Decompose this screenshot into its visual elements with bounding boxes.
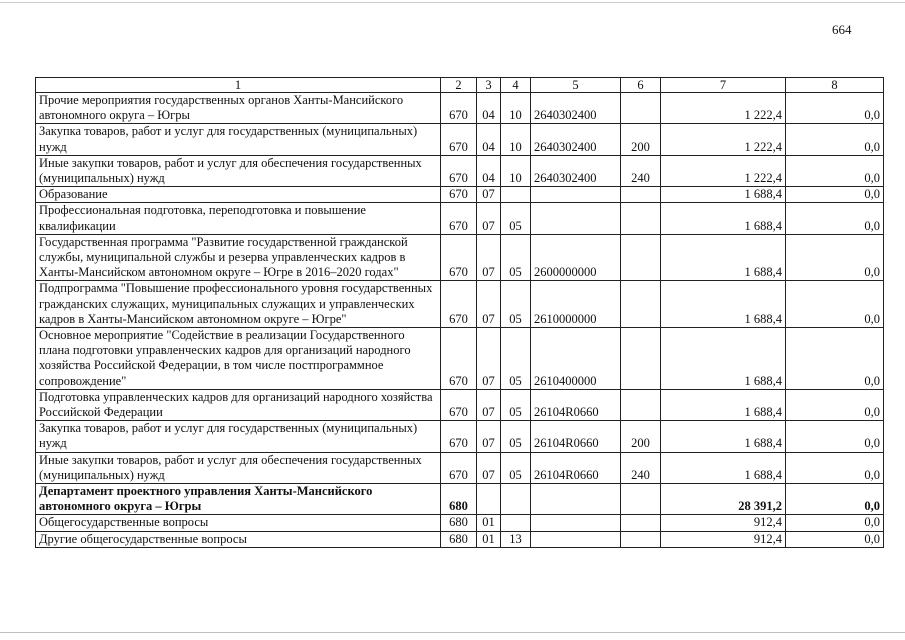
scan-edge-bottom [0, 632, 905, 633]
expense-type-cell: 240 [621, 155, 661, 186]
amount-extra-cell: 0,0 [786, 421, 884, 452]
subsection-code-cell: 05 [501, 452, 531, 483]
row-name-cell: Профессиональная подготовка, переподготовка и повышение квалификации [36, 203, 441, 234]
section-code-cell: 07 [477, 203, 501, 234]
column-header: 7 [661, 78, 786, 93]
row-name-cell: Подпрограмма "Повышение профессионального уровня государственных гражданских служащих, муниципальных служащих и управленческих кадров в Ханты-Мансийском автономном округе – Югре" [36, 281, 441, 328]
target-article-cell: 26104R0660 [531, 421, 621, 452]
amount-extra-cell: 0,0 [786, 328, 884, 390]
admin-code-cell: 670 [441, 93, 477, 124]
amount-extra-cell: 0,0 [786, 124, 884, 155]
section-code-cell: 07 [477, 328, 501, 390]
subsection-code-cell: 05 [501, 203, 531, 234]
amount-extra-cell: 0,0 [786, 203, 884, 234]
column-header: 3 [477, 78, 501, 93]
subsection-code-cell: 05 [501, 281, 531, 328]
subsection-code-cell: 10 [501, 155, 531, 186]
amount-extra-cell: 0,0 [786, 389, 884, 420]
expense-type-cell [621, 389, 661, 420]
section-code-cell: 04 [477, 93, 501, 124]
amount-extra-cell: 0,0 [786, 484, 884, 515]
section-code-cell: 04 [477, 155, 501, 186]
section-code-cell: 01 [477, 515, 501, 531]
row-name-cell: Образование [36, 187, 441, 203]
subsection-code-cell: 05 [501, 234, 531, 281]
amount-extra-cell: 0,0 [786, 281, 884, 328]
row-name-cell: Общегосударственные вопросы [36, 515, 441, 531]
table-row [36, 484, 884, 515]
column-header: 6 [621, 78, 661, 93]
target-article-cell: 2640302400 [531, 93, 621, 124]
amount-cell: 912,4 [661, 531, 786, 547]
amount-extra-cell: 0,0 [786, 187, 884, 203]
section-code-cell: 04 [477, 124, 501, 155]
target-article-cell: 26104R0660 [531, 389, 621, 420]
section-code-cell: 01 [477, 531, 501, 547]
table-row [36, 155, 884, 186]
page-number: 664 [832, 22, 852, 37]
amount-extra-cell: 0,0 [786, 93, 884, 124]
amount-cell: 1 222,4 [661, 155, 786, 186]
column-header: 5 [531, 78, 621, 93]
expense-type-cell: 200 [621, 421, 661, 452]
section-code-cell: 07 [477, 187, 501, 203]
row-name-cell: Иные закупки товаров, работ и услуг для обеспечения государственных (муниципальных) нужд [36, 155, 441, 186]
expense-type-cell [621, 203, 661, 234]
row-name-cell: Другие общегосударственные вопросы [36, 531, 441, 547]
target-article-cell [531, 484, 621, 515]
expense-type-cell [621, 515, 661, 531]
column-header: 2 [441, 78, 477, 93]
expense-type-cell: 240 [621, 452, 661, 483]
section-code-cell: 07 [477, 421, 501, 452]
amount-extra-cell: 0,0 [786, 452, 884, 483]
target-article-cell [531, 187, 621, 203]
subsection-code-cell: 13 [501, 531, 531, 547]
table-row [36, 187, 884, 203]
target-article-cell [531, 531, 621, 547]
table-row [36, 328, 884, 390]
target-article-cell [531, 203, 621, 234]
subsection-code-cell: 05 [501, 389, 531, 420]
table-header-row [36, 78, 884, 93]
target-article-cell: 2610400000 [531, 328, 621, 390]
amount-extra-cell: 0,0 [786, 531, 884, 547]
section-code-cell: 07 [477, 452, 501, 483]
row-name-cell: Иные закупки товаров, работ и услуг для обеспечения государственных (муниципальных) нужд [36, 452, 441, 483]
admin-code-cell: 680 [441, 531, 477, 547]
amount-extra-cell: 0,0 [786, 155, 884, 186]
amount-cell: 1 222,4 [661, 93, 786, 124]
expense-type-cell [621, 484, 661, 515]
subsection-code-cell: 05 [501, 328, 531, 390]
row-name-cell: Государственная программа "Развитие государственной гражданской службы, муниципальной службы и резерва управленческих кадров в Ханты-Мансийском автономном округе – Югре в 2016–2020 годах" [36, 234, 441, 281]
table-row [36, 203, 884, 234]
subsection-code-cell [501, 187, 531, 203]
amount-cell: 1 688,4 [661, 203, 786, 234]
row-name-cell: Подготовка управленческих кадров для организаций народного хозяйства Российской Федерации [36, 389, 441, 420]
target-article-cell: 2610000000 [531, 281, 621, 328]
admin-code-cell: 670 [441, 281, 477, 328]
admin-code-cell: 680 [441, 484, 477, 515]
row-name-cell: Закупка товаров, работ и услуг для государственных (муниципальных) нужд [36, 421, 441, 452]
column-header: 8 [786, 78, 884, 93]
admin-code-cell: 670 [441, 328, 477, 390]
section-code-cell [477, 484, 501, 515]
section-code-cell: 07 [477, 389, 501, 420]
admin-code-cell: 670 [441, 389, 477, 420]
target-article-cell [531, 515, 621, 531]
table-row [36, 281, 884, 328]
admin-code-cell: 670 [441, 234, 477, 281]
amount-cell: 28 391,2 [661, 484, 786, 515]
expense-type-cell: 200 [621, 124, 661, 155]
row-name-cell: Прочие мероприятия государственных органов Ханты-Мансийского автономного округа – Югры [36, 93, 441, 124]
amount-cell: 1 222,4 [661, 124, 786, 155]
expense-type-cell [621, 281, 661, 328]
amount-cell: 1 688,4 [661, 421, 786, 452]
target-article-cell: 2600000000 [531, 234, 621, 281]
subsection-code-cell [501, 484, 531, 515]
subsection-code-cell [501, 515, 531, 531]
section-code-cell: 07 [477, 234, 501, 281]
admin-code-cell: 670 [441, 203, 477, 234]
subsection-code-cell: 10 [501, 124, 531, 155]
admin-code-cell: 670 [441, 155, 477, 186]
table-row [36, 93, 884, 124]
column-header: 4 [501, 78, 531, 93]
admin-code-cell: 670 [441, 452, 477, 483]
target-article-cell: 26104R0660 [531, 452, 621, 483]
row-name-cell: Департамент проектного управления Ханты-Мансийского автономного округа – Югры [36, 484, 441, 515]
row-name-cell: Закупка товаров, работ и услуг для государственных (муниципальных) нужд [36, 124, 441, 155]
column-header: 1 [36, 78, 441, 93]
expense-type-cell [621, 187, 661, 203]
target-article-cell: 2640302400 [531, 124, 621, 155]
expense-type-cell [621, 234, 661, 281]
subsection-code-cell: 10 [501, 93, 531, 124]
scan-edge-top [0, 2, 905, 3]
table-row [36, 421, 884, 452]
table-row [36, 124, 884, 155]
table-row [36, 234, 884, 281]
table-row [36, 389, 884, 420]
amount-extra-cell: 0,0 [786, 234, 884, 281]
table-row [36, 452, 884, 483]
table-row [36, 531, 884, 547]
row-name-cell: Основное мероприятие "Содействие в реализации Государственного плана подготовки управленческих кадров для организаций народного хозяйства Российской Федерации, в том числе постпрограммное сопровождение" [36, 328, 441, 390]
budget-table [35, 77, 884, 548]
expense-type-cell [621, 531, 661, 547]
admin-code-cell: 670 [441, 187, 477, 203]
admin-code-cell: 680 [441, 515, 477, 531]
amount-cell: 912,4 [661, 515, 786, 531]
amount-cell: 1 688,4 [661, 234, 786, 281]
target-article-cell: 2640302400 [531, 155, 621, 186]
amount-cell: 1 688,4 [661, 281, 786, 328]
subsection-code-cell: 05 [501, 421, 531, 452]
section-code-cell: 07 [477, 281, 501, 328]
expense-type-cell [621, 93, 661, 124]
amount-cell: 1 688,4 [661, 452, 786, 483]
amount-extra-cell: 0,0 [786, 515, 884, 531]
table-row [36, 515, 884, 531]
amount-cell: 1 688,4 [661, 328, 786, 390]
admin-code-cell: 670 [441, 421, 477, 452]
expense-type-cell [621, 328, 661, 390]
amount-cell: 1 688,4 [661, 187, 786, 203]
admin-code-cell: 670 [441, 124, 477, 155]
amount-cell: 1 688,4 [661, 389, 786, 420]
